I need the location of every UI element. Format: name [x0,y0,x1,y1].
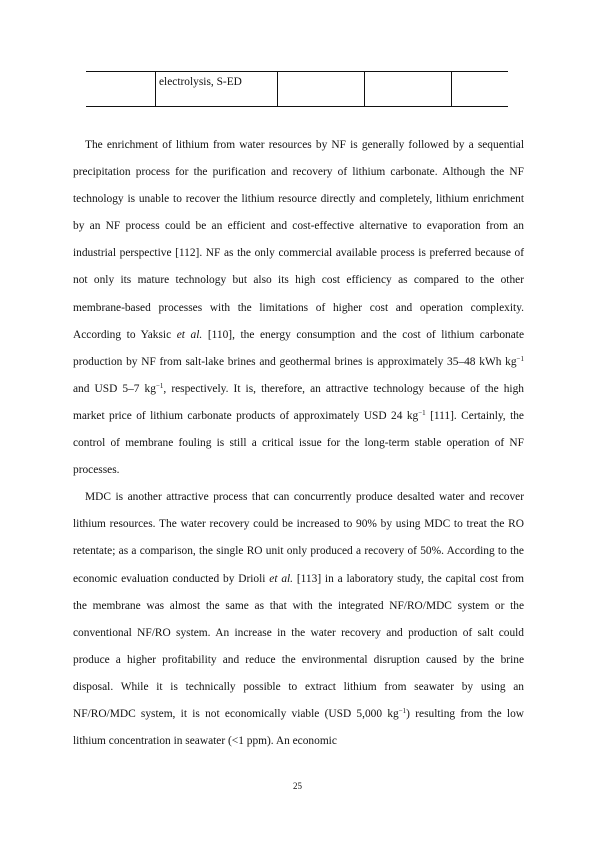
table-cell [278,72,365,107]
table-continuation [86,71,508,107]
paragraph [73,132,524,484]
text-run: [113] in a laboratory study, the capital cost from the membrane was almost the same as that with the integrated NF/RO/MDC system or the conventional NF/RO system. An increase in the water recovery and production of salt could produce a higher profitability and reduce the environmental disruption caused by the brine disposal. While it is technically possible to extract lithium from seawater by using an NF/RO/MDC system, it is not economically viable (USD 5,000 kg [73,572,524,720]
table-cell [86,72,156,107]
text-run: , respectively. It is, therefore, an attractive technology because of the high market price of lithium carbonate products of approximately USD 24 kg [73,382,524,422]
text-run: ) resulting from the low lithium concentration in seawater (<1 ppm). An economic [73,707,524,748]
paragraph [73,484,524,755]
text-run: MDC is another attractive process that can concurrently produce desalted water and recover lithium resources. The water recovery could be increased to 90% by using MDC to treat the RO retentate; as a comparison, the single RO unit only produced a recovery of 50%. According to the economic evaluation conducted by Drioli [73,491,524,585]
superscript: −1 [398,706,407,715]
table-cell: electrolysis, S-ED [156,72,278,107]
superscript: −1 [155,381,164,390]
table-cell [452,72,509,107]
superscript: −1 [418,408,426,417]
text-run: The enrichment of lithium from water resources by NF is generally followed by a sequential precipitation process for the purification and recovery of lithium carbonate. Although the NF technology is unable to recover the lithium resource directly and completely, lithium enrichment by an NF process could be an efficient and cost-effective alternative to evaporation from an industrial perspective [112]. NF as the only commercial available process is preferred because of not only its mature technology but also its high cost efficiency as compared to the other membrane-based processes with the limitations of higher cost and operation complexity. According to Yaksic [73,139,524,341]
text-run: and USD 5–7 kg [73,382,156,395]
text-run: [110], the energy consumption and the cost of lithium carbonate production by NF from salt-lake brines and geothermal brines is approximately 35–48 kWh kg [73,328,525,368]
text-run: [111]. Certainly, the control of membrane fouling is still a critical issue for the long-term stable operation of NF processes. [73,409,524,477]
page-number: 25 [293,781,302,791]
italic-text: et al. [269,572,294,585]
table-row [86,72,508,107]
body-text [73,132,524,755]
table-cell [365,72,452,107]
italic-text: et al. [176,328,203,341]
superscript: −1 [516,354,524,363]
